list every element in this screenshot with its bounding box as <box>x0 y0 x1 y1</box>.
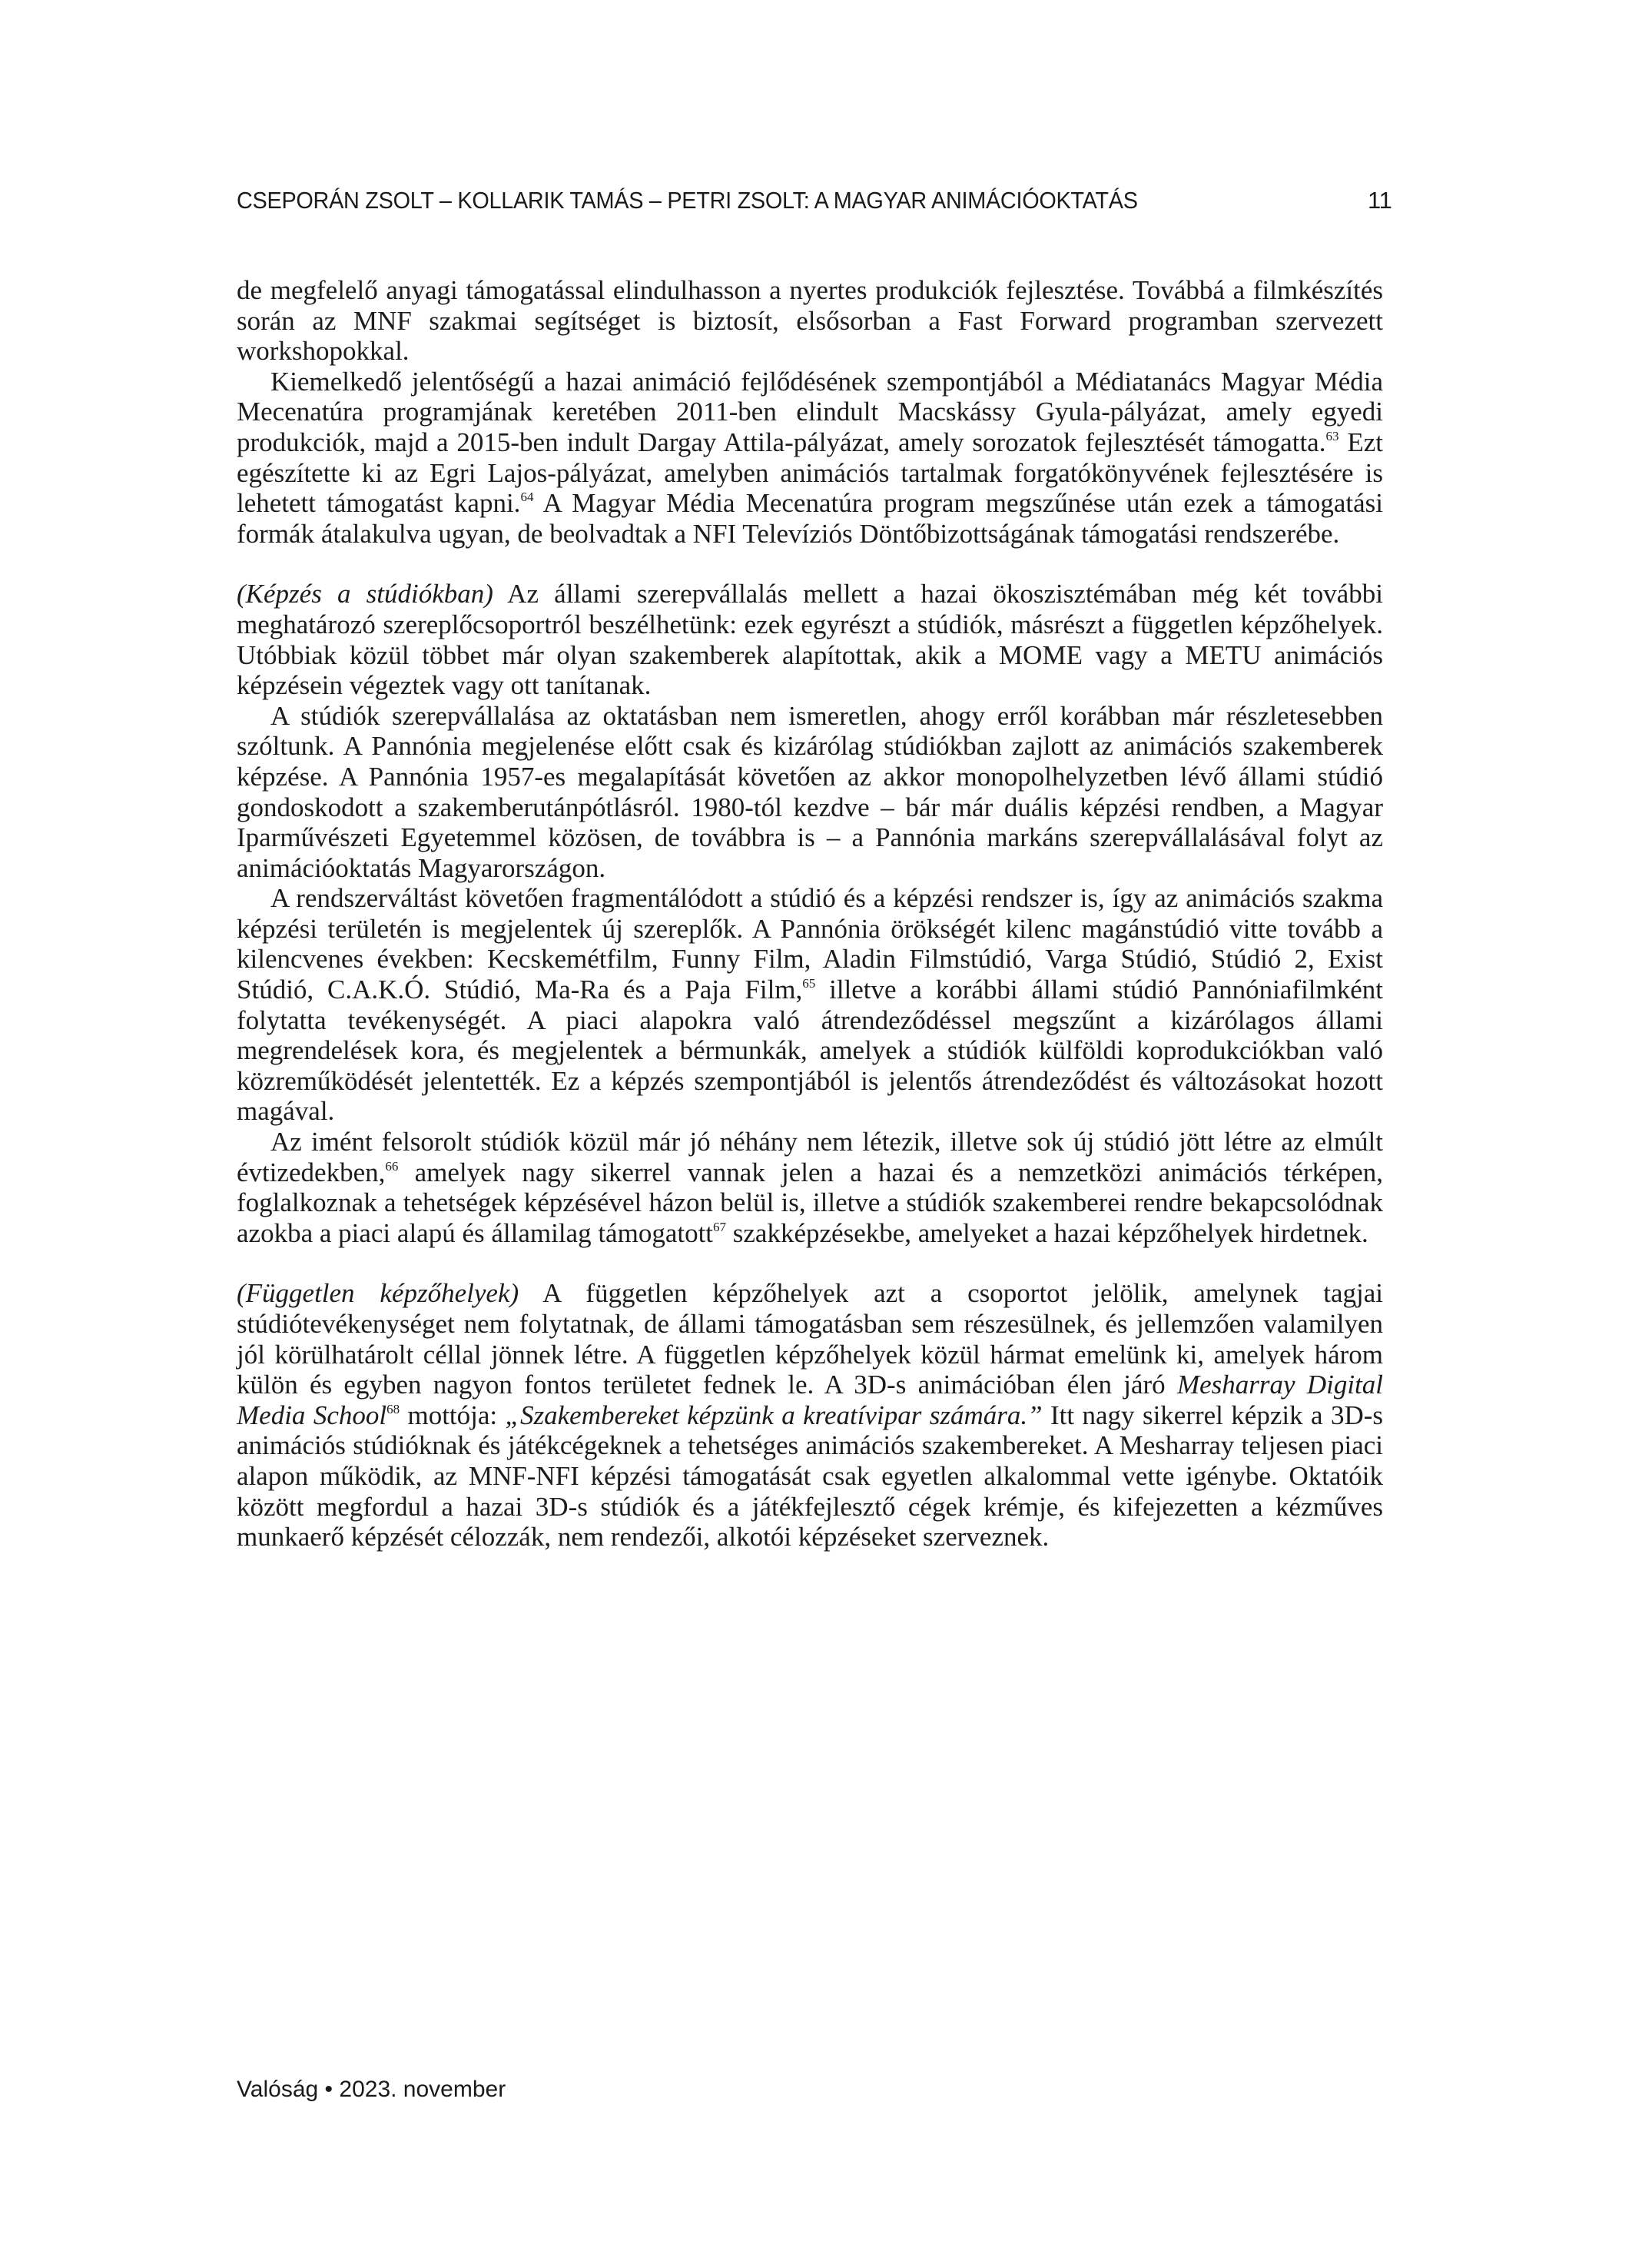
paragraph <box>237 883 1383 1127</box>
running-header <box>237 187 1392 214</box>
body-text: Kiemelkedő jelentőségű a hazai animáció fejlődésének szempontjából a Médiatanács Magyar Média Mecenatúra programjának keretében 2011-ben elindult Macskássy Gyula-pályázat, amely egyedi produkciók, majd a 2015-ben indult Dargay Attila-pályázat, amely sorozatok fejlesztését támogatta. <box>237 366 1383 457</box>
running-title: CSEPORÁN ZSOLT – KOLLARIK TAMÁS – PETRI ZSOLT: A MAGYAR ANIMÁCIÓOKTATÁS <box>237 187 1138 214</box>
paragraph <box>237 275 1383 367</box>
footnote-ref[interactable]: 67 <box>713 1219 727 1234</box>
issue-date: 2023. november <box>339 2077 506 2102</box>
italic-text: (Képzés a stúdiókban) <box>237 579 493 609</box>
body-text: A Magyar Média Mecenatúra program megszűnése után ezek a támogatási formák átalakulva ugyan, de beolvadtak a NFI Televíziós Döntőbizottságának támogatási rendszerébe. <box>237 488 1383 549</box>
italic-text: (Független képzőhelyek) <box>237 1278 519 1309</box>
paragraph <box>237 367 1383 550</box>
body-text: Ezt egészítette ki az Egri Lajos-pályázat, amelyben animációs tartalmak forgatókönyvének fejlesztésére is lehetett támogatást kapni. <box>237 427 1384 519</box>
body-text: A rendszerváltást követően fragmentálódott a stúdió és a képzési rendszer is, így az animációs szakma képzési területén is megjelentek új szereplők. A Pannónia örökségét kilenc magánstúdió vitte tovább a kilencvenes években: Kecskemétfilm, Funny Film, Aladin Filmstúdió, Varga Stúdió, Stúdió 2, Exist Stúdió, C.A.K.Ó. Stúdió, Ma-Ra és a Paja Film, <box>237 883 1383 1005</box>
footnote-ref[interactable]: 64 <box>520 490 534 505</box>
body-text: szakképzésekbe, amelyeket a hazai képzőhelyek hirdetnek. <box>726 1217 1368 1248</box>
italic-text: Mesharray Digital Media School <box>237 1370 1384 1430</box>
body-text: Az imént felsorolt stúdiók közül már jó néhány nem létezik, illetve sok új stúdió jött létre az elmúlt évtizedekben, <box>237 1127 1383 1187</box>
paragraph <box>237 1127 1383 1248</box>
footnote-ref[interactable]: 63 <box>1325 428 1339 443</box>
body-text: illetve a korábbi állami stúdió Pannóniafilmként folytatta tevékenységét. A piaci alapokra való átrendeződéssel megszűnt a kizárólagos állami megrendelések kora, és megjelentek a bérmunkák, amelyek a stúdiók külföldi koprodukciókban való közreműködését jelentették. Ez a képzés szempontjából is jelentős átrendeződést és változásokat hozott magával. <box>237 975 1384 1127</box>
body-text: amelyek nagy sikerrel vannak jelen a hazai és a nemzetközi animációs térképen, foglalkoznak a tehetségek képzésével házon belül is, illetve a stúdiók szakemberei rendre bekapcsolódnak azokba a piaci alapú és államilag támogatott <box>237 1157 1383 1248</box>
paragraph-section-kepzes-a-studiokban <box>237 579 1383 700</box>
journal-name: Valóság <box>237 2077 319 2102</box>
footnote-ref[interactable]: 66 <box>385 1158 399 1174</box>
footnote-ref[interactable]: 68 <box>386 1401 400 1416</box>
body-text: de megfelelő anyagi támogatással elindulhasson a nyertes produkciók fejlesztése. Továbbá a filmkészítés során az MNF szakmai segítséget is biztosít, elsősorban a Fast Forward programban szervezett workshopokkal. <box>237 275 1383 367</box>
page-footer <box>237 2077 506 2103</box>
body-text: Itt nagy sikerrel képzik a 3D-s animációs stúdióknak és játékcégeknek a tehetséges animációs szakembereket. A Mesharray teljesen piaci alapon működik, az MNF-NFI képzési támogatását csak egyetlen alkalommal vette igénybe. Oktatóik között megfordul a hazai 3D-s stúdiók és a játékfejlesztő cégek krémje, és kifejezetten a kézműves munkaerő képzését célozzák, nem rendezői, alkotói képzéseket szerveznek. <box>237 1400 1383 1552</box>
paragraph-section-fuggetlen-kepzohelyek <box>237 1278 1383 1552</box>
body-text: A független képzőhelyek azt a csoportot jelölik, amelynek tagjai stúdiótevékenységet nem folytatnak, de állami támogatásban sem részesülnek, és jellemzően valamilyen jól körülhatárolt céllal jönnek létre. A független képzőhelyek közül hármat emelünk ki, amelyek három külön és egyben nagyon fontos területet fednek le. A 3D-s animációban élen járó <box>237 1278 1383 1400</box>
body-text: mottója: <box>400 1400 506 1430</box>
body-text: A stúdiók szerepvállalása az oktatásban nem ismeretlen, ahogy erről korábban már részletesebben szóltunk. A Pannónia megjelenése előtt csak és kizárólag stúdiókban zajlott az animációs szakemberek képzése. A Pannónia 1957-es megalapítását követően az akkor monopolhelyzetben lévő állami stúdió gondoskodott a szakemberutánpótlásról. 1980-tól kezdve – bár már duális képzési rendben, a Magyar Iparművészeti Egyetemmel közösen, de továbbra is – a Pannónia markáns szerepvállalásával folyt az animációoktatás Magyarországon. <box>237 700 1383 883</box>
page-number: 11 <box>1368 187 1392 214</box>
paragraph <box>237 701 1383 884</box>
article-body <box>237 275 1383 1552</box>
body-text: Az állami szerepvállalás mellett a hazai ökoszisztémában még két további meghatározó szereplőcsoportról beszélhetünk: ezek egyrészt a stúdiók, másrészt a független képzőhelyek. Utóbbiak közül többet már olyan szakemberek alapítottak, akik a MOME vagy a METU animációs képzésein végeztek vagy ott tanítanak. <box>237 579 1383 701</box>
footer-separator: • <box>324 2077 333 2102</box>
footnote-ref[interactable]: 65 <box>802 976 816 991</box>
italic-text: „Szakembereket képzünk a kreatívipar számára.” <box>505 1400 1043 1430</box>
